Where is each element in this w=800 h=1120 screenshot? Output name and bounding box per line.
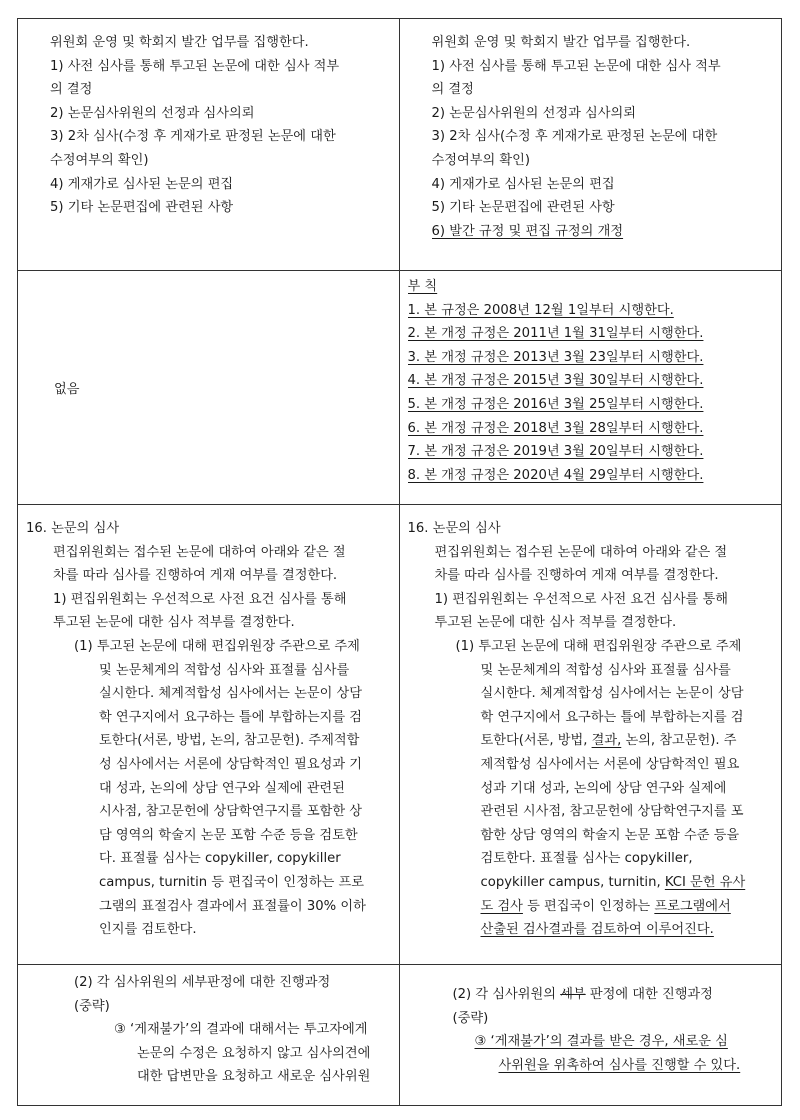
added-text: 산출된 검사결과를 검토하여 이루어진다. xyxy=(480,922,714,938)
added-text: 프로그램에서 xyxy=(654,898,731,914)
text-line: 그램의 표절검사 결과에서 표절률이 30% 이하 xyxy=(99,898,366,914)
text-line: 실시한다. 체계적합성 심사에서는 논문이 상담 xyxy=(99,686,363,702)
text-line: 수정여부의 확인) xyxy=(431,152,531,168)
supplementary-title: 부 칙 xyxy=(407,279,438,294)
text-line: 차를 따라 심사를 진행하여 게재 여부를 결정한다. xyxy=(434,568,719,584)
text-span: 등 편집국이 인정하는 xyxy=(522,898,655,914)
text-line xyxy=(408,895,774,919)
text-line: 수정여부의 확인) xyxy=(50,152,149,168)
new-rule-cell xyxy=(400,505,782,964)
provision-item: 1. 본 규정은 2008년 12월 1일부터 시행한다. xyxy=(407,302,674,318)
text-line xyxy=(408,983,774,1007)
old-rule-cell xyxy=(18,965,400,1105)
text-line: 의 결정 xyxy=(431,82,474,98)
added-text: KCI 문헌 유사 xyxy=(664,874,746,890)
added-text: 사위원을 위촉하여 심사를 진행할 수 있다. xyxy=(498,1057,741,1073)
text-line: 의 결정 xyxy=(50,82,93,98)
text-line xyxy=(408,1030,774,1054)
text-span: 논의, 참고문헌). 주 xyxy=(621,733,737,749)
text-line: 및 논문체계의 적합성 심사와 표절률 심사를 xyxy=(99,662,350,678)
text-line: 검토한다. 표절률 심사는 copykiller, xyxy=(480,851,693,867)
text-line: 1) 사전 심사를 통해 투고된 논문에 대한 심사 적부 xyxy=(431,58,721,74)
none-label: 없음 xyxy=(54,381,80,397)
text-span: copykiller campus, turnitin, xyxy=(480,874,665,890)
table-row-supplementary-provisions xyxy=(18,270,781,504)
new-rule-cell xyxy=(400,19,782,270)
text-line: 4) 게재가로 심사된 논문의 편집 xyxy=(50,176,234,192)
old-rule-cell xyxy=(18,505,400,964)
text-line: (1) 투고된 논문에 대해 편집위원장 주관으로 주제 xyxy=(455,638,742,654)
provision-item: 2. 본 개정 규정은 2011년 1월 31일부터 시행한다. xyxy=(407,326,704,342)
provision-item: 7. 본 개정 규정은 2019년 3월 20일부터 시행한다. xyxy=(407,444,704,460)
text-line: 위원회 운영 및 학회지 발간 업무를 집행한다. xyxy=(50,35,309,50)
new-rule-cell xyxy=(400,965,782,1105)
text-line: 1) 사전 심사를 통해 투고된 논문에 대한 심사 적부 xyxy=(50,58,340,74)
added-text: ③ ‘게재불가’의 결과를 받은 경우, 새로운 심 xyxy=(474,1034,728,1050)
text-line: 2) 논문심사위원의 선정과 심사의뢰 xyxy=(50,105,255,121)
text-line: 편집위원회는 접수된 논문에 대하여 아래와 같은 절 xyxy=(434,544,728,560)
text-line: 2) 논문심사위원의 선정과 심사의뢰 xyxy=(431,105,636,121)
text-line: (2) 각 심사위원의 세부판정에 대한 진행과정 xyxy=(74,975,331,990)
added-text: 6) 발간 규정 및 편집 규정의 개정 xyxy=(431,223,624,239)
text-line: ③ ‘게재불가’의 결과에 대해서는 투고자에게 xyxy=(114,1022,368,1038)
text-line: 관련된 시사점, 참고문헌에 상담학연구지를 포 xyxy=(480,804,744,820)
text-line: 학 연구지에서 요구하는 틀에 부합하는지를 검 xyxy=(480,709,744,725)
text-line: 투고된 논문에 대한 심사 적부를 결정한다. xyxy=(53,615,295,631)
text-line: 인지를 검토한다. xyxy=(99,922,197,938)
new-rule-cell xyxy=(400,271,782,504)
text-span: 토한다(서론, 방법, xyxy=(480,733,592,749)
text-line xyxy=(408,871,774,895)
text-line: 4) 게재가로 심사된 논문의 편집 xyxy=(431,176,615,192)
section-heading: 16. 논문의 심사 xyxy=(407,521,501,536)
text-line: (중략) xyxy=(74,998,110,1014)
text-line: 다. 표절률 심사는 copykiller, copykiller xyxy=(99,851,341,867)
text-line xyxy=(408,729,774,753)
text-line xyxy=(408,918,774,942)
text-line: 차를 따라 심사를 진행하여 게재 여부를 결정한다. xyxy=(53,568,338,584)
added-text: 결과, xyxy=(591,733,622,749)
table-row-review-process xyxy=(18,964,781,1105)
text-line: 학 연구지에서 요구하는 틀에 부합하는지를 검 xyxy=(99,709,363,725)
text-line: 함한 상담 영역의 학술지 논문 포함 수준 등을 xyxy=(480,827,740,843)
text-line: 1) 편집위원회는 우선적으로 사전 요건 심사를 통해 xyxy=(53,591,347,607)
provision-item: 6. 본 개정 규정은 2018년 3월 28일부터 시행한다. xyxy=(407,420,704,436)
text-line: 5) 기타 논문편집에 관련된 사항 xyxy=(50,200,234,216)
comparison-table xyxy=(17,18,782,1106)
old-rule-cell xyxy=(18,271,400,504)
section-heading: 16. 논문의 심사 xyxy=(26,521,120,536)
text-line: 및 논문체계의 적합성 심사와 표절률 심사를 xyxy=(480,662,731,678)
text-span: 판정에 대한 진행과정 xyxy=(585,987,713,1002)
text-line: 3) 2차 심사(수정 후 게재가로 판정된 논문에 대한 xyxy=(50,129,336,145)
deleted-text: 세부 xyxy=(560,987,586,1002)
added-text: 도 검사 xyxy=(480,898,523,914)
provision-item: 4. 본 개정 규정은 2015년 3월 30일부터 시행한다. xyxy=(407,373,704,389)
text-line: campus, turnitin 등 편집국이 인정하는 프로 xyxy=(99,874,364,890)
text-span: (2) 각 심사위원의 xyxy=(452,987,561,1002)
text-line: 3) 2차 심사(수정 후 게재가로 판정된 논문에 대한 xyxy=(431,129,718,145)
text-line: 대한 답변만을 요청하고 새로운 심사위원 xyxy=(137,1069,371,1085)
text-line: 1) 편집위원회는 우선적으로 사전 요건 심사를 통해 xyxy=(434,591,728,607)
table-row-paper-review xyxy=(18,504,781,964)
text-line: 토한다(서론, 방법, 논의, 참고문헌). 주제적합 xyxy=(99,733,360,749)
table-row-committee-duties xyxy=(18,19,781,270)
text-line: 투고된 논문에 대한 심사 적부를 결정한다. xyxy=(434,615,677,631)
text-line: 담 영역의 학술지 논문 포함 수준 등을 검토한 xyxy=(99,827,358,843)
text-line: 실시한다. 체계적합성 심사에서는 논문이 상담 xyxy=(480,686,744,702)
text-line: (중략) xyxy=(452,1010,489,1026)
text-line: 성 심사에서는 서론에 상담학적인 필요성과 기 xyxy=(99,756,363,772)
text-line: 제적합성 심사에서는 서론에 상담학적인 필요 xyxy=(480,756,740,772)
text-line: 성과 기대 성과, 논의에 상담 연구와 실제에 xyxy=(480,780,727,796)
text-line: 5) 기타 논문편집에 관련된 사항 xyxy=(431,200,615,216)
text-line: (1) 투고된 논문에 대해 편집위원장 주관으로 주제 xyxy=(74,638,360,654)
text-line: 위원회 운영 및 학회지 발간 업무를 집행한다. xyxy=(431,35,691,50)
provision-item: 5. 본 개정 규정은 2016년 3월 25일부터 시행한다. xyxy=(407,396,704,412)
provision-item: 3. 본 개정 규정은 2013년 3월 23일부터 시행한다. xyxy=(407,349,704,365)
text-line xyxy=(408,1054,774,1078)
text-line: 대 성과, 논의에 상담 연구와 실제에 관련된 xyxy=(99,780,345,796)
text-line: 논문의 수정은 요청하지 않고 심사의견에 xyxy=(137,1045,371,1061)
text-line: 편집위원회는 접수된 논문에 대하여 아래와 같은 절 xyxy=(53,544,346,560)
provision-item: 8. 본 개정 규정은 2020년 4월 29일부터 시행한다. xyxy=(407,467,704,483)
text-line: 시사점, 참고문헌에 상담학연구지를 포함한 상 xyxy=(99,804,363,820)
old-rule-cell xyxy=(18,19,400,270)
